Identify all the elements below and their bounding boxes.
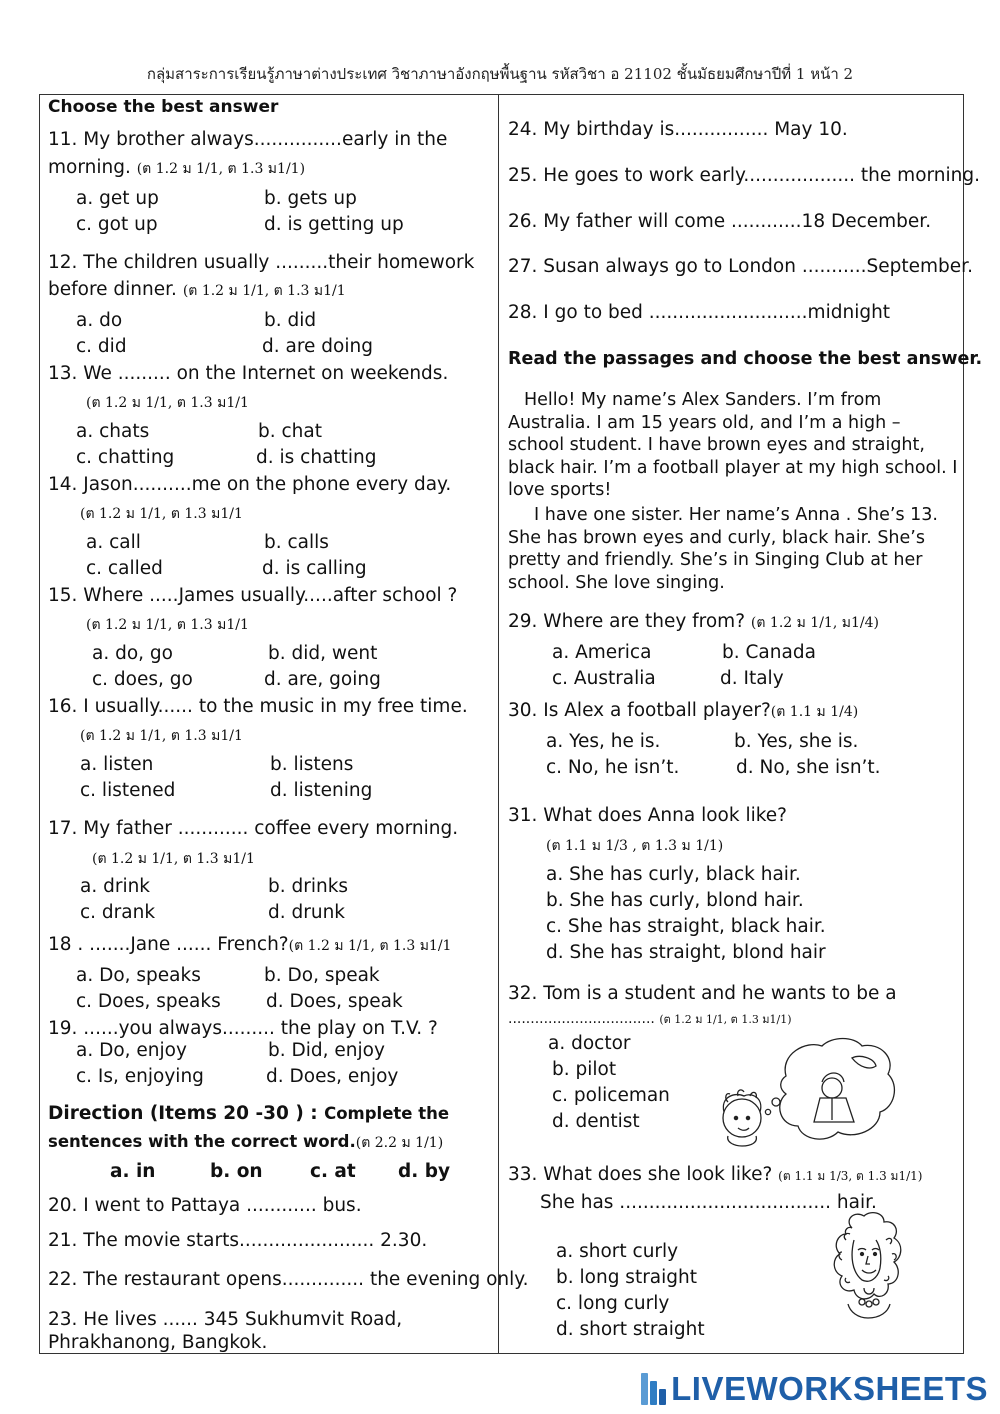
q13-ref: (ต 1.2 ม 1/1, ต 1.3 ม1/1 xyxy=(86,395,249,411)
section-title: Choose the best answer xyxy=(48,97,279,117)
liveworksheets-logo[interactable] xyxy=(641,1370,988,1408)
page-header: กลุ่มสาระการเรียนรู้ภาษาต่างประเทศ วิชาภาษาอังกฤษพื้นฐาน รหัสวิชา อ 21102 ชั้นมัธยมศึกษาปีที่ 1 หน้า 2 xyxy=(146,65,854,83)
direction-text: sentences with the correct word.(ต 2.2 ม 1/1) xyxy=(48,1132,444,1151)
reading-section-title: Read the passages and choose the best answer. xyxy=(508,349,983,369)
q13-option-b[interactable]: b. chat xyxy=(258,421,322,442)
q33-text: 33. What does she look like? (ต 1.1 ม 1/3, ต 1.3 ม1/1) xyxy=(508,1164,923,1185)
q31-option-a[interactable]: a. She has curly, black hair. xyxy=(546,864,801,885)
q14-option-d[interactable]: d. is calling xyxy=(262,558,367,579)
q12-option-d[interactable]: d. are doing xyxy=(262,336,373,357)
q16-option-b[interactable]: b. listens xyxy=(270,754,354,775)
q17-option-b[interactable]: b. drinks xyxy=(268,876,349,897)
q13-option-c[interactable]: c. chatting xyxy=(76,447,175,468)
q11-option-d[interactable]: d. is getting up xyxy=(264,214,404,235)
logo-icon xyxy=(641,1373,665,1405)
q17-text: 17. My father ............ coffee every morning. xyxy=(48,818,459,839)
q24-text: 24. My birthday is................ May 10. xyxy=(508,119,848,140)
q31-text: 31. What does Anna look like? xyxy=(508,805,787,826)
q29-option-b[interactable]: b. Canada xyxy=(722,642,816,663)
q32-option-a[interactable]: a. doctor xyxy=(548,1033,631,1054)
q18-text: 18 . .......Jane ...... French?(ต 1.2 ม 1/1, ต 1.3 ม1/1 xyxy=(48,934,452,955)
q33-option-c[interactable]: c. long curly xyxy=(556,1293,670,1314)
curly-hair-woman-illustration xyxy=(828,1210,908,1322)
q12-text-2: before dinner. (ต 1.2 ม 1/1, ต 1.3 ม1/1 xyxy=(48,279,346,300)
passage-paragraph-2: I have one sister. Her name’s Anna . She’s 13. She has brown eyes and curly, black hair. She’s pretty and friendly. She’s in Singing Club at her school. She love singing. xyxy=(508,505,938,593)
q13-option-a[interactable]: a. chats xyxy=(76,421,150,442)
q31-option-b[interactable]: b. She has curly, blond hair. xyxy=(546,890,804,911)
q16-ref: (ต 1.2 ม 1/1, ต 1.3 ม1/1 xyxy=(80,728,243,744)
choice-d: d. by xyxy=(398,1161,451,1182)
q12-option-c[interactable]: c. did xyxy=(76,336,127,357)
q14-text: 14. Jason..........me on the phone every day. xyxy=(48,474,452,495)
q12-option-a[interactable]: a. do xyxy=(76,310,123,331)
q15-option-d[interactable]: d. are, going xyxy=(264,669,381,690)
q28-text: 28. I go to bed ...........................midnight xyxy=(508,302,891,323)
q16-option-a[interactable]: a. listen xyxy=(80,754,154,775)
passage-paragraph-1: Hello! My name’s Alex Sanders. I’m from Australia. I am 15 years old, and I’m a high – school student. I have brown eyes and straight, black hair. I’m a football player at my high school. I love sports! xyxy=(508,390,958,500)
column-divider xyxy=(498,94,499,1354)
q18-option-c[interactable]: c. Does, speaks xyxy=(76,991,221,1012)
choice-c: c. at xyxy=(310,1161,356,1182)
q31-ref: (ต 1.1 ม 1/3 , ต 1.3 ม 1/1) xyxy=(546,838,724,854)
q21-text: 21. The movie starts....................... 2.30. xyxy=(48,1230,428,1251)
q11-option-a[interactable]: a. get up xyxy=(76,188,159,209)
q19-option-d[interactable]: d. Does, enjoy xyxy=(266,1066,399,1087)
q13-option-d[interactable]: d. is chatting xyxy=(256,447,377,468)
q33-option-b[interactable]: b. long straight xyxy=(556,1267,698,1288)
q17-option-d[interactable]: d. drunk xyxy=(268,902,346,923)
q16-option-d[interactable]: d. listening xyxy=(270,780,373,801)
q12-text: 12. The children usually .........their homework xyxy=(48,252,475,273)
q19-text: 19. ......you always......... the play on T.V. ? xyxy=(48,1018,438,1039)
q33-option-d[interactable]: d. short straight xyxy=(556,1319,705,1340)
q17-ref: (ต 1.2 ม 1/1, ต 1.3 ม1/1 xyxy=(92,851,255,867)
q33-text-2: She has .................................... hair. xyxy=(540,1192,877,1213)
q27-text: 27. Susan always go to London ...........September. xyxy=(508,256,973,277)
q29-option-d[interactable]: d. Italy xyxy=(720,668,784,689)
q11-option-c[interactable]: c. got up xyxy=(76,214,158,235)
q14-option-c[interactable]: c. called xyxy=(86,558,163,579)
q33-option-a[interactable]: a. short curly xyxy=(556,1241,679,1262)
q14-option-b[interactable]: b. calls xyxy=(264,532,329,553)
q29-option-a[interactable]: a. America xyxy=(552,642,652,663)
q11-option-b[interactable]: b. gets up xyxy=(264,188,357,209)
q31-option-c[interactable]: c. She has straight, black hair. xyxy=(546,916,826,937)
q11-text-2: morning. (ต 1.2 ม 1/1, ต 1.3 ม1/1) xyxy=(48,157,306,178)
q31-option-d[interactable]: d. She has straight, blond hair xyxy=(546,942,826,963)
q15-ref: (ต 1.2 ม 1/1, ต 1.3 ม1/1 xyxy=(86,617,249,633)
q17-option-c[interactable]: c. drank xyxy=(80,902,156,923)
q17-option-a[interactable]: a. drink xyxy=(80,876,151,897)
q20-text: 20. I went to Pattaya ............ bus. xyxy=(48,1195,362,1216)
choice-b: b. on xyxy=(210,1161,263,1182)
q29-text: 29. Where are they from? (ต 1.2 ม 1/1, ม1/4) xyxy=(508,611,879,632)
q26-text: 26. My father will come ............18 December. xyxy=(508,211,932,232)
q16-text: 16. I usually...... to the music in my free time. xyxy=(48,696,468,717)
q15-text: 15. Where .....James usually.....after school ? xyxy=(48,585,458,606)
q32-option-b[interactable]: b. pilot xyxy=(552,1059,617,1080)
boy-dreaming-of-pilot-illustration xyxy=(714,1036,904,1148)
q18-option-b[interactable]: b. Do, speak xyxy=(264,965,380,986)
q23-text: 23. He lives ...... 345 Sukhumvit Road, xyxy=(48,1309,403,1330)
q32-option-c[interactable]: c. policeman xyxy=(552,1085,670,1106)
q30-option-d[interactable]: d. No, she isn’t. xyxy=(736,757,881,778)
q14-ref: (ต 1.2 ม 1/1, ต 1.3 ม1/1 xyxy=(80,506,243,522)
q30-option-a[interactable]: a. Yes, he is. xyxy=(546,731,661,752)
q18-option-a[interactable]: a. Do, speaks xyxy=(76,965,201,986)
direction-title: Direction (Items 20 -30 ) : Complete the xyxy=(48,1103,450,1124)
choice-a: a. in xyxy=(110,1161,156,1182)
q25-text: 25. He goes to work early................... the morning. xyxy=(508,165,981,186)
q15-option-b[interactable]: b. did, went xyxy=(268,643,378,664)
q23-text-2: Phrakhanong, Bangkok. xyxy=(48,1332,268,1353)
q14-option-a[interactable]: a. call xyxy=(86,532,141,553)
logo-text: LIVEWORKSHEETS xyxy=(671,1370,988,1407)
q30-text: 30. Is Alex a football player?(ต 1.1 ม 1/4) xyxy=(508,700,859,721)
q30-option-c[interactable]: c. No, he isn’t. xyxy=(546,757,680,778)
q13-text: 13. We ......... on the Internet on weekends. xyxy=(48,363,449,384)
q32-text-2: ................................. (ต 1.2 ม 1/1, ต 1.3 ม1/1) xyxy=(508,1011,792,1027)
q15-option-c[interactable]: c. does, go xyxy=(92,669,193,690)
q19-option-a[interactable]: a. Do, enjoy xyxy=(76,1040,187,1061)
q12-option-b[interactable]: b. did xyxy=(264,310,317,331)
q30-option-b[interactable]: b. Yes, she is. xyxy=(734,731,859,752)
q19-option-b[interactable]: b. Did, enjoy xyxy=(268,1040,385,1061)
q32-option-d[interactable]: d. dentist xyxy=(552,1111,640,1132)
q22-text: 22. The restaurant opens.............. the evening only. xyxy=(48,1269,529,1290)
q18-option-d[interactable]: d. Does, speak xyxy=(266,991,403,1012)
q29-option-c[interactable]: c. Australia xyxy=(552,668,656,689)
q16-option-c[interactable]: c. listened xyxy=(80,780,176,801)
q19-option-c[interactable]: c. Is, enjoying xyxy=(76,1066,204,1087)
q15-option-a[interactable]: a. do, go xyxy=(92,643,173,664)
q32-text: 32. Tom is a student and he wants to be a xyxy=(508,983,897,1004)
q11-text: 11. My brother always...............early in the xyxy=(48,129,448,150)
